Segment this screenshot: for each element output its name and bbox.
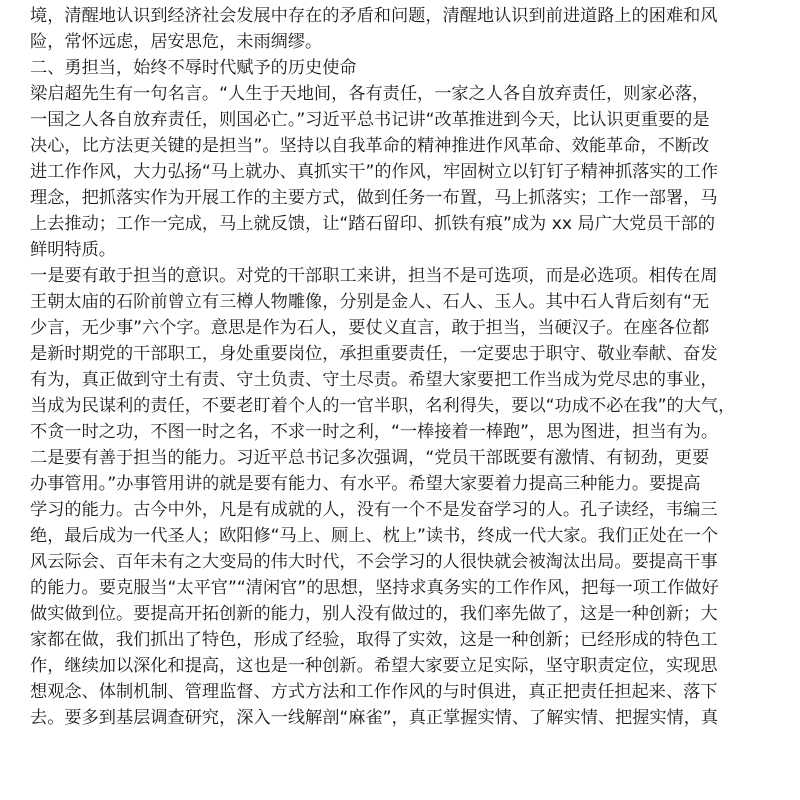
text-line: 进工作作风，大力弘扬“马上就办、真抓实干”的作风，牢固树立以钉钉子精神抓落实的工作 (30, 162, 719, 182)
section-heading: 二、勇担当，始终不辱时代赋予的历史使命 (30, 58, 357, 78)
text-line: 做实做到位。要提高开拓创新的能力，别人没有做过的，我们率先做了，这是一种创新；大 (30, 604, 718, 624)
text-line: 当成为民谋利的责任，不要老盯着个人的一官半职，名利得失，要以“功成不必在我”的大气， (30, 396, 736, 416)
document-body (30, 3, 790, 731)
text-line: 一是要有敢于担当的意识。对党的干部职工来讲，担当不是可选项，而是必选项。相传在周 (30, 266, 718, 286)
text-line: 王朝太庙的石阶前曾立有三樽人物雕像，分别是金人、石人、玉人。其中石人背后刻有“无 (30, 292, 710, 312)
text-line: 二是要有善于担当的能力。习近平总书记多次强调，“党员干部既要有激情、有韧劲，更要 (30, 448, 710, 468)
text-line: 想观念、体制机制、管理监督、方式方法和工作作风的与时俱进，真正把责任担起来、落下 (30, 682, 718, 702)
text-line: 是新时期党的干部职工，身处重要岗位，承担重要责任，一定要忠于职守、敬业奉献、奋发 (30, 344, 718, 364)
text-line: 境，清醒地认识到经济社会发展中存在的矛盾和问题，清醒地认识到前进道路上的困难和风 (30, 6, 718, 26)
text-line: 险，常怀远虑，居安思危，未雨绸缪。 (30, 32, 323, 52)
text-line: 办事管用。”办事管用讲的就是要有能力、有水平。希望大家要着力提高三种能力。要提高 (30, 474, 701, 494)
text-line: 去。要多到基层调查研究，深入一线解剖“麻雀”，真正掌握实情、了解实情、把握实情，真 (30, 708, 719, 728)
text-line: 不贪一时之功，不图一时之名，不求一时之利，“一棒接着一棒跑”，思为图进，担当有为。 (30, 422, 719, 442)
text-line: 少言，无少事”六个字。意思是作为石人，要仗义直言，敢于担当，当硬汉子。在座各位都 (30, 318, 710, 338)
text-line: 有为，真正做到守土有责、守土负责、守土尽责。希望大家要把工作当成为党尽忠的事业， (30, 370, 718, 390)
text-line: 一国之人各自放弃责任，则国必亡。”习近平总书记讲“改革推进到今天，比认识更重要的是 (30, 110, 710, 130)
text-line: 理念，把抓落实作为开展工作的主要方式，做到任务一布置，马上抓落实；工作一部署，马 (30, 188, 718, 208)
text-line: 绝，最后成为一代圣人；欧阳修“马上、厕上、枕上”读书，终成一代大家。我们正处在一个 (30, 526, 719, 546)
text-line: 风云际会、百年未有之大变局的伟大时代，不会学习的人很快就会被淘汰出局。要提高干事 (30, 552, 718, 572)
text-line: 决心，比方法更关键的是担当”。坚持以自我革命的精神推进作风革命、效能革命，不断改 (30, 136, 710, 156)
text-line: 的能力。要克服当“太平官”“清闲官”的思想，坚持求真务实的工作作风，把每一项工作做好 (30, 578, 719, 598)
text-line: 上去推动；工作一完成，马上就反馈，让“踏石留印、抓铁有痕”成为 xx 局广大党员干部的 (30, 214, 716, 234)
text-line: 梁启超先生有一句名言。“人生于天地间，各有责任，一家之人各自放弃责任，则家必落， (30, 84, 710, 104)
text-line: 学习的能力。古今中外，凡是有成就的人，没有一个不是发奋学习的人。孔子读经，韦编三 (30, 500, 718, 520)
text-line: 鲜明特质。 (30, 240, 116, 260)
text-line: 作，继续加以深化和提高，这也是一种创新。希望大家要立足实际，坚守职责定位，实现思 (30, 656, 718, 676)
text-line: 家都在做，我们抓出了特色，形成了经验，取得了实效，这是一种创新；已经形成的特色工 (30, 630, 718, 650)
